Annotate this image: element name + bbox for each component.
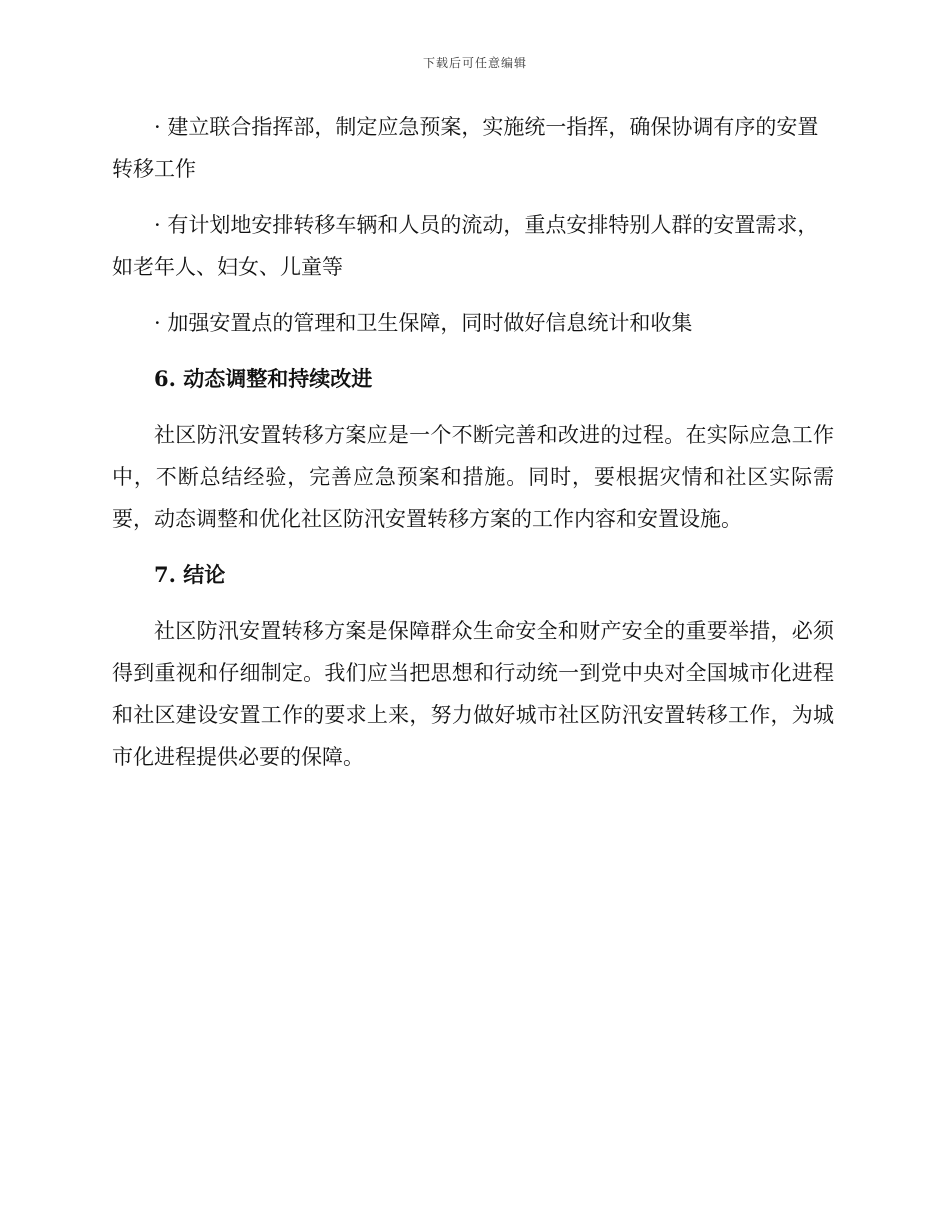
section-heading-6: 6. 动态调整和持续改进 bbox=[154, 366, 373, 391]
section-heading-7: 7. 结论 bbox=[154, 562, 226, 587]
bullet-item: · 加强安置点的管理和卫生保障，同时做好信息统计和收集 bbox=[154, 311, 693, 335]
bullet-item: · 有计划地安排转移车辆和人员的流动，重点安排特别人群的安置需求，如老年人、妇女、儿童等 bbox=[112, 213, 819, 279]
bullet-item: · 建立联合指挥部，制定应急预案，实施统一指挥，确保协调有序的安置转移工作 bbox=[112, 115, 819, 181]
page-header: 下载后可任意编辑 bbox=[422, 56, 527, 70]
section-6-paragraph: 社区防汛安置转移方案应是一个不断完善和改进的过程。在实际应急工作中，不断总结经验，完善应急预案和措施。同时，要根据灾情和社区实际需要，动态调整和优化社区防汛安置转移方案的工作内容和安置设施。 bbox=[112, 423, 834, 531]
document-body bbox=[112, 106, 834, 792]
section-7-paragraph: 社区防汛安置转移方案是保障群众生命安全和财产安全的重要举措，必须得到重视和仔细制定。我们应当把思想和行动统一到党中央对全国城市化进程和社区建设安置工作的要求上来，努力做好城市社区防汛安置转移工作，为城市化进程提供必要的保障。 bbox=[112, 619, 834, 769]
